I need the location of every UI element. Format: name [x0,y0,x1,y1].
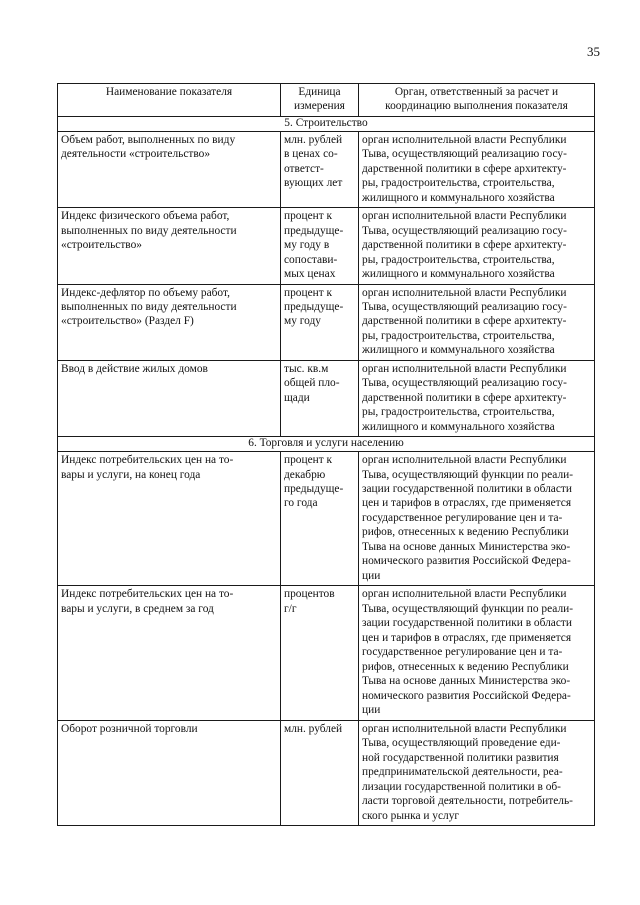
indicator-name: Индекс потребительских цен на то- вары и услуги, на конец года [58,452,281,586]
section-row [58,437,595,452]
section-title: 6. Торговля и услуги населению [58,437,595,452]
page-number: 35 [587,44,600,59]
responsible-organ: орган исполнительной власти Республики Тыва, осуществляющий реализацию госу- дарственной политики в сфере архитекту- ры, градостроительства, строительства, жилищного и коммунального хозяйства [359,284,595,360]
indicator-name: Ввод в действие жилых домов [58,360,281,436]
responsible-organ: орган исполнительной власти Республики Тыва, осуществляющий реализацию госу- дарственной политики в сфере архитекту- ры, градостроительства, строительства, жилищного и коммунального хозяйства [359,131,595,207]
table-header-row [58,84,595,117]
table-row [58,284,595,360]
indicator-unit: процент к декабрю предыдуще- го года [281,452,359,586]
section-title: 5. Строительство [58,116,595,131]
table-row [58,720,595,825]
table-row [58,131,595,207]
responsible-organ: орган исполнительной власти Республики Тыва, осуществляющий функции по реали- зации государственной политики в области цен и тарифов в отраслях, где применяется государственное регулирование цен и та- рифов, отнесенных к ведению Республики Тыва на основе данных Министерства эко- номического развития Российской Федера- ции [359,452,595,586]
responsible-organ: орган исполнительной власти Республики Тыва, осуществляющий проведение еди- ной государственной политики развития предпринимательской деятельности, реа- лизации государственной политики в об- ласти торговой деятельности, потребитель- ского рынка и услуг [359,720,595,825]
indicator-name: Объем работ, выполненных по виду деятельности «строительство» [58,131,281,207]
section-row [58,116,595,131]
responsible-organ: орган исполнительной власти Республики Тыва, осуществляющий реализацию госу- дарственной политики в сфере архитекту- ры, градостроительства, строительства, жилищного и коммунального хозяйства [359,208,595,284]
indicator-unit: тыс. кв.м общей пло- щади [281,360,359,436]
indicator-unit: процентов г/г [281,586,359,720]
indicator-name: Индекс-дефлятор по объему работ, выполненных по виду деятельности «строительство» (Раздел F) [58,284,281,360]
indicators-table [57,83,595,826]
header-indicator-name: Наименование показателя [58,84,281,117]
table-row [58,208,595,284]
indicator-unit: млн. рублей в ценах со- ответст- вующих лет [281,131,359,207]
responsible-organ: орган исполнительной власти Республики Тыва, осуществляющий реализацию госу- дарственной политики в сфере архитекту- ры, градостроительства, строительства, жилищного и коммунального хозяйства [359,360,595,436]
indicator-name: Индекс потребительских цен на то- вары и услуги, в среднем за год [58,586,281,720]
indicator-name: Индекс физического объема работ, выполненных по виду деятельности «строительство» [58,208,281,284]
responsible-organ: орган исполнительной власти Республики Тыва, осуществляющий функции по реали- зации государственной политики в области цен и тарифов в отраслях, где применяется государственное регулирование цен и та- рифов, отнесенных к ведению Республики Тыва на основе данных Министерства эко- номического развития Российской Федера- ции [359,586,595,720]
header-responsible-organ: Орган, ответственный за расчет и координацию выполнения показателя [359,84,595,117]
table-row [58,452,595,586]
header-unit: Единица измерения [281,84,359,117]
indicator-unit: процент к предыдуще- му году в сопостави- мых ценах [281,208,359,284]
indicator-unit: процент к предыдуще- му году [281,284,359,360]
indicator-name: Оборот розничной торговли [58,720,281,825]
indicator-unit: млн. рублей [281,720,359,825]
table-row [58,360,595,436]
table-row [58,586,595,720]
